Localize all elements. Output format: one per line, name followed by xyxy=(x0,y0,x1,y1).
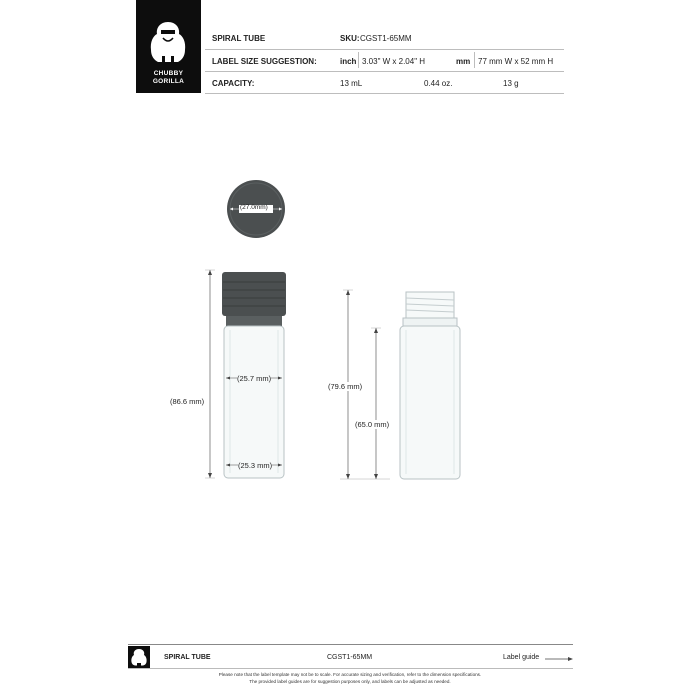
divider xyxy=(128,644,573,645)
divider xyxy=(474,52,475,68)
total-height-label: (86.6 mm) xyxy=(170,397,205,406)
body-width-label: (25.7 mm) xyxy=(237,374,272,383)
header-capacity-ml: 13 mL xyxy=(340,79,363,88)
header-product-label: SPIRAL TUBE xyxy=(212,34,266,43)
footer-logo xyxy=(128,646,150,668)
brand-logo xyxy=(136,0,201,93)
cap-diameter-label: (27.0mm) xyxy=(240,204,268,211)
gorilla-icon xyxy=(148,20,188,64)
header-sku-value: CGST1-65MM xyxy=(360,34,412,43)
base-width-label: (25.3 mm) xyxy=(238,461,273,470)
header-capacity-g: 13 g xyxy=(503,79,519,88)
header-capacity-oz: 0.44 oz. xyxy=(424,79,453,88)
footer-note-line2: The provided label guides are for suggestion purposes only, and labels can be adjusted as needed. xyxy=(249,679,451,684)
header-sku-label: SKU: xyxy=(340,34,360,43)
gorilla-icon xyxy=(128,646,150,668)
tube-height-label: (79.6 mm) xyxy=(328,382,363,391)
divider xyxy=(205,71,564,72)
divider xyxy=(205,93,564,94)
footer-guide-label: Label guide xyxy=(503,654,540,661)
header-capacity-label: CAPACITY: xyxy=(212,79,255,88)
divider xyxy=(128,668,573,669)
header-mm-value: 77 mm W x 52 mm H xyxy=(478,57,554,66)
header-mm-unit: mm xyxy=(456,57,471,66)
brand-line1: CHUBBY xyxy=(153,70,184,77)
header-inch-value: 3.03" W x 2.04" H xyxy=(362,57,426,66)
footer-product-label: SPIRAL TUBE xyxy=(164,654,211,661)
footer-note-line1: Please note that the label template may not be to scale. For accurate sizing and verification, refer to the dimension specifications. xyxy=(218,672,482,677)
divider xyxy=(205,49,564,50)
footer-sku: CGST1-65MM xyxy=(327,654,373,661)
tube-with-cap xyxy=(160,268,300,483)
brand-line2: GORILLA xyxy=(152,78,185,85)
body-height-label: (65.0 mm) xyxy=(355,420,390,429)
divider xyxy=(358,52,359,68)
arrow-right-icon xyxy=(545,655,573,663)
header-inch-unit: inch xyxy=(340,57,357,66)
header-label-size-label: LABEL SIZE SUGGESTION: xyxy=(212,57,317,66)
